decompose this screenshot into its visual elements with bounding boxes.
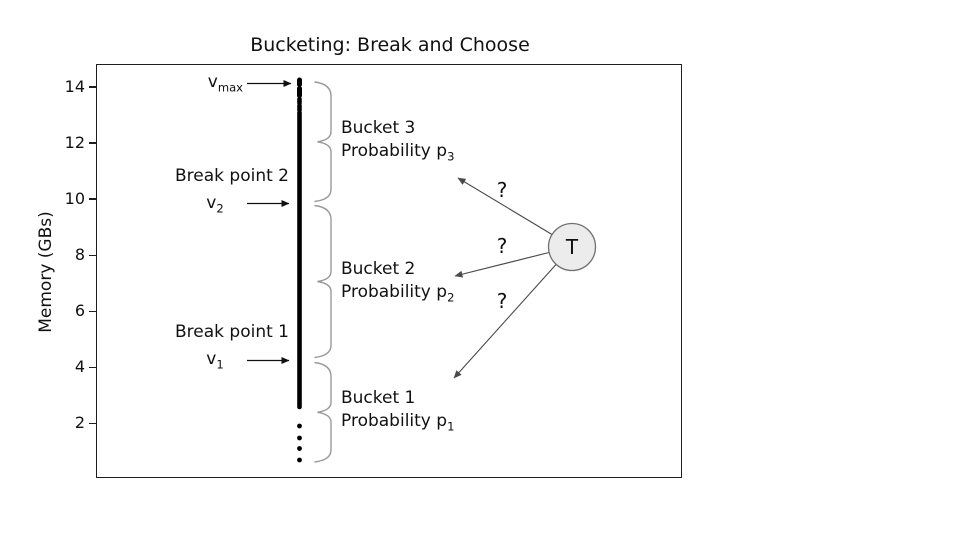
y-tick-label: 2 (74, 413, 85, 432)
question-mark-bucket-3: ? (496, 178, 508, 202)
y-tick-label: 6 (74, 301, 85, 320)
outlier-point (297, 436, 302, 441)
outlier-point (297, 424, 302, 429)
bucket-2-probability: Probability $p_2$ (341, 282, 455, 305)
y-axis-label: Memory (GBs) (36, 211, 56, 333)
bucket-2-brace (315, 206, 332, 358)
bucket-3-brace (315, 82, 332, 202)
chooser-node-label: T (565, 235, 579, 259)
bucket-1-name: Bucket 1 (341, 388, 416, 408)
break-point-1-label: Break point 1 (175, 322, 289, 342)
bucket-2-name: Bucket 2 (341, 259, 416, 279)
outlier-point (297, 458, 302, 463)
y-tick-label: 10 (64, 189, 85, 208)
y-tick-label: 14 (64, 77, 85, 96)
y-tick-label: 4 (74, 357, 85, 376)
outlier-point (297, 446, 302, 451)
data-strip (297, 80, 302, 462)
break-point-2-label: Break point 2 (175, 166, 289, 186)
y-tick-label: 8 (74, 245, 85, 264)
bucket-1-brace (315, 363, 332, 463)
break-point-1-value: $v_1$ (206, 349, 224, 372)
question-mark-bucket-1: ? (496, 289, 508, 313)
vmax-label: $v_{max}$ (207, 72, 243, 95)
bucket-3-name: Bucket 3 (341, 118, 416, 138)
bucket-1-label (341, 387, 541, 438)
question-mark-bucket-2: ? (496, 234, 508, 258)
bucket-1-probability: Probability $p_1$ (341, 411, 455, 434)
chart-title: Bucketing: Break and Choose (250, 34, 530, 56)
bucket-3-probability: Probability $p_3$ (341, 141, 455, 164)
break-point-2-value: $v_2$ (206, 193, 224, 216)
y-tick-label: 12 (64, 133, 85, 152)
bucket-3-label (341, 117, 541, 168)
